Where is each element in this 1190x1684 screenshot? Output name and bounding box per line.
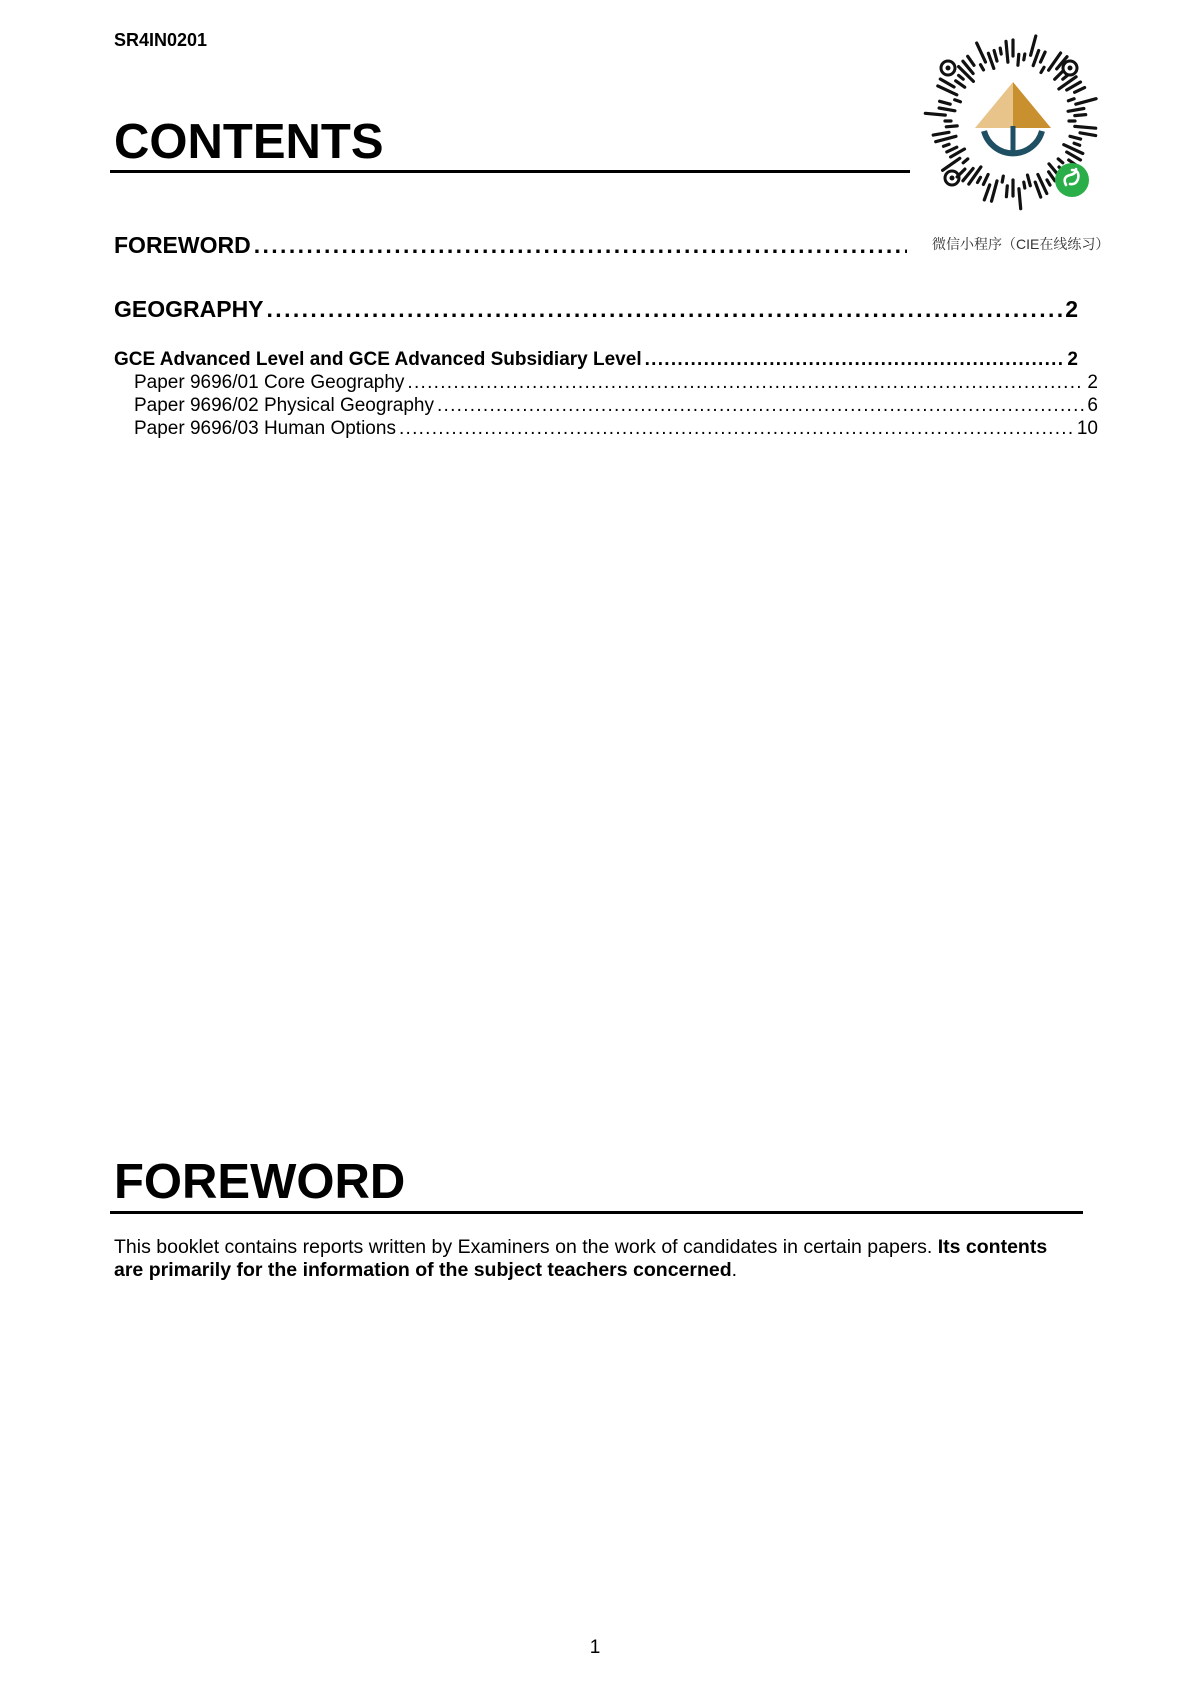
qr-ray <box>1018 54 1019 65</box>
qr-ray <box>1058 159 1063 163</box>
qr-ray <box>1041 67 1044 72</box>
qr-ray <box>1075 115 1086 116</box>
contents-heading: CONTENTS <box>114 115 384 169</box>
qr-ray <box>977 43 986 62</box>
qr-ray <box>940 79 954 87</box>
document-code: SR4IN0201 <box>114 30 208 50</box>
foreword-text-plain: This booklet contains reports written by Examiners on the work of candidates in certain papers. <box>114 1236 933 1258</box>
toc-entry-geography[interactable] <box>114 296 1078 323</box>
qr-ray <box>943 158 960 170</box>
qr-ray <box>1070 136 1081 139</box>
qr-ray <box>1002 176 1003 182</box>
qr-ray <box>981 65 984 70</box>
toc-leader <box>437 395 1084 417</box>
qr-ray <box>978 177 981 182</box>
toc-entry-page: 2 <box>1065 296 1078 322</box>
qr-ray <box>939 108 955 111</box>
toc-entry-label: FOREWORD <box>114 232 251 258</box>
qr-ray <box>1019 189 1021 209</box>
toc-entry-label: Paper 9696/03 Human Options <box>134 418 396 439</box>
toc-entry-page: 6 <box>1087 395 1098 416</box>
toc-entry-paper-02[interactable] <box>114 395 1098 417</box>
foreword-heading: FOREWORD <box>114 1155 406 1209</box>
foreword-text-end: . <box>731 1259 738 1281</box>
qr-ray <box>968 56 974 65</box>
toc-entry-page: 10 <box>1076 418 1098 439</box>
qr-ray <box>1047 180 1050 185</box>
toc-entry-page: 2 <box>1067 349 1078 370</box>
qr-ray <box>1063 75 1068 79</box>
qr-ray <box>994 51 997 62</box>
qr-ray <box>1068 99 1074 101</box>
qr-code-icon[interactable] <box>922 30 1104 212</box>
qr-code-graphic <box>922 30 1104 212</box>
qr-ray <box>1055 72 1063 80</box>
qr-ray <box>1068 109 1084 112</box>
qr-ray <box>940 101 951 104</box>
qr-ray <box>1041 52 1046 62</box>
qr-ray <box>1080 133 1096 136</box>
qr-ray <box>992 181 998 201</box>
toc-entry-label: Paper 9696/02 Physical Geography <box>134 395 434 416</box>
toc-entry-paper-03[interactable] <box>114 418 1098 440</box>
qr-ray <box>1028 175 1031 186</box>
qr-ray <box>988 53 993 68</box>
qr-caption: 微信小程序（CIE在线练习） <box>932 236 1110 252</box>
qr-ray <box>1006 41 1008 62</box>
qr-ray <box>1033 51 1039 66</box>
qr-ray <box>1075 88 1085 93</box>
qr-ray <box>1006 186 1007 197</box>
qr-ray <box>946 126 957 127</box>
toc-leader <box>254 232 907 259</box>
contents-rule <box>110 170 910 173</box>
qr-ray <box>1074 143 1080 145</box>
qr-ray <box>1075 126 1096 128</box>
qr-ray <box>947 147 957 152</box>
toc-leader <box>407 372 1084 394</box>
toc-entry-foreword[interactable] <box>114 232 910 259</box>
qr-ray <box>1049 172 1055 181</box>
qr-ray <box>983 175 988 185</box>
toc-entry-paper-01[interactable] <box>114 372 1098 394</box>
qr-ray <box>944 144 950 146</box>
qr-ray <box>933 132 949 135</box>
toc-entry-label: GEOGRAPHY <box>114 296 264 322</box>
qr-ray <box>1024 182 1025 188</box>
qr-ray <box>956 81 965 87</box>
page-number: 1 <box>589 1637 601 1658</box>
toc-leader <box>267 296 1063 323</box>
qr-ray <box>963 159 968 163</box>
qr-ray <box>1000 48 1001 54</box>
toc-entry-gce-levels[interactable] <box>114 349 1078 371</box>
foreword-paragraph <box>114 1236 1080 1282</box>
toc-entry-label: GCE Advanced Level and GCE Advanced Subsidiary Level <box>114 349 642 370</box>
toc-entry-page: 2 <box>1087 372 1098 393</box>
qr-ray <box>959 75 964 79</box>
foreword-rule <box>110 1211 1083 1214</box>
qr-ray <box>955 100 961 102</box>
qr-ray <box>984 185 989 200</box>
qr-ray <box>1076 99 1096 105</box>
toc-leader <box>399 418 1074 440</box>
qr-ray <box>1031 36 1036 55</box>
foreword-text-bold: Its contents are primarily for the information of the subject teachers concerned <box>114 1236 1048 1281</box>
toc-entry-label: Paper 9696/01 Core Geography <box>134 372 405 393</box>
qr-ray <box>1024 54 1025 60</box>
qr-ray <box>936 136 956 141</box>
qr-ray <box>1035 182 1041 197</box>
qr-ray <box>925 113 945 115</box>
toc-leader <box>645 349 1065 371</box>
